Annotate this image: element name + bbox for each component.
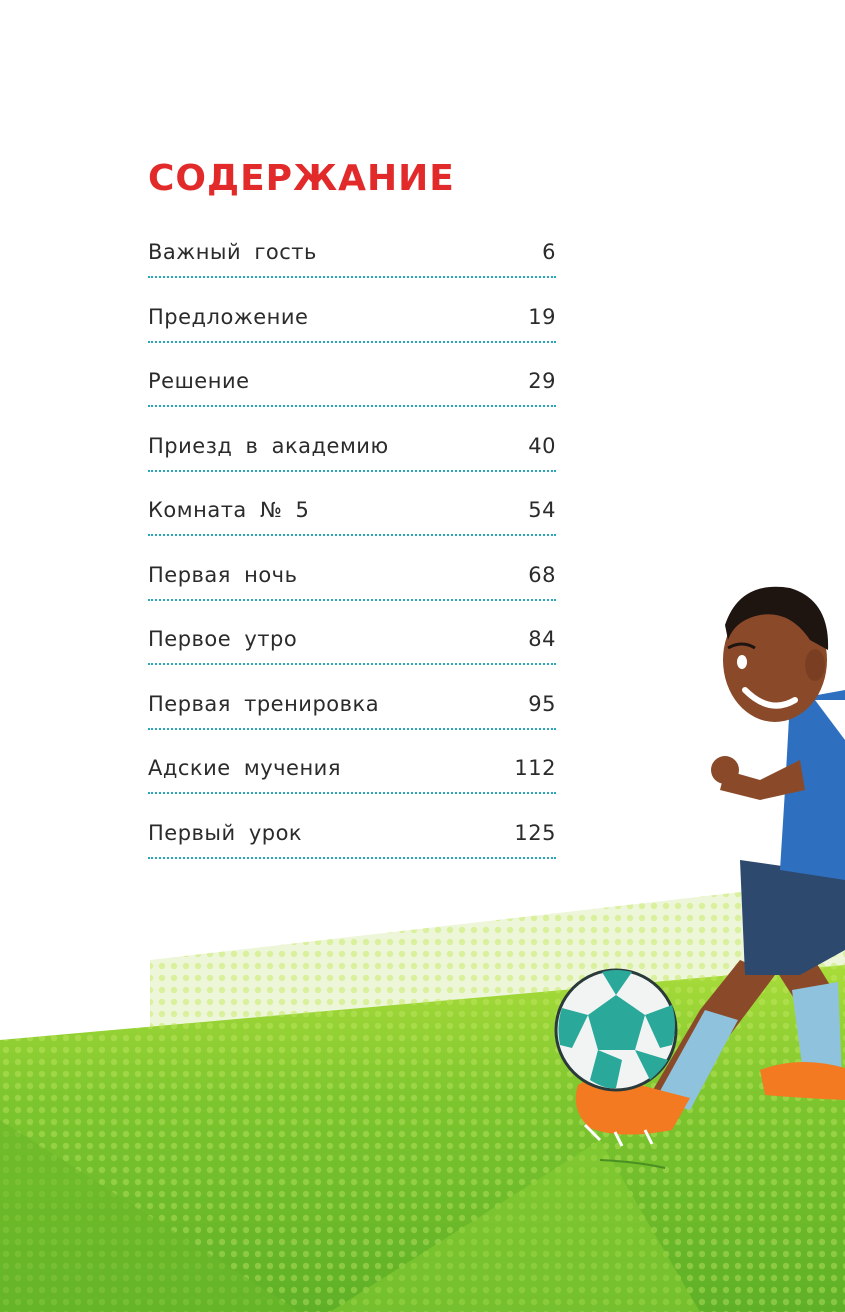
toc-entry[interactable] — [148, 432, 556, 497]
toc-entry-page: 84 — [528, 627, 556, 651]
dotted-leader — [148, 663, 556, 665]
dotted-leader — [148, 857, 556, 859]
toc-entry[interactable] — [148, 754, 556, 819]
toc-entry-title: Важный гость — [148, 240, 317, 264]
toc-entry-title: Предложение — [148, 304, 309, 329]
dotted-leader — [148, 276, 556, 278]
toc-entry[interactable] — [148, 496, 556, 561]
dotted-leader — [148, 405, 556, 407]
toc-entry[interactable] — [148, 367, 556, 432]
toc-entry-page: 29 — [528, 369, 556, 393]
toc-entry-page: 54 — [528, 498, 556, 522]
toc-entry-title: Решение — [148, 369, 250, 393]
toc-entry-page: 112 — [514, 756, 556, 780]
toc-entry[interactable] — [148, 238, 556, 303]
toc-entry-title: Адские мучения — [148, 756, 341, 780]
toc-entry[interactable] — [148, 690, 556, 755]
toc-entry-page: 6 — [542, 240, 556, 264]
toc-entry-page: 40 — [528, 433, 556, 458]
toc-entry-title: Первая ночь — [148, 562, 298, 587]
toc-entry-title: Первое утро — [148, 627, 298, 651]
table-of-contents — [148, 238, 556, 883]
toc-entry-title: Приезд в академию — [148, 433, 389, 458]
toc-entry-page: 68 — [528, 562, 556, 587]
dotted-leader — [148, 534, 556, 536]
toc-entry[interactable] — [148, 819, 556, 884]
grass — [0, 965, 845, 1312]
contents-heading: СОДЕРЖАНИЕ — [148, 158, 455, 199]
soccer-ball — [556, 970, 676, 1090]
dotted-leader — [148, 341, 556, 343]
toc-entry-title: Первый урок — [148, 820, 303, 845]
toc-entry[interactable] — [148, 561, 556, 626]
dotted-leader — [148, 599, 556, 601]
toc-entry-page: 125 — [514, 820, 556, 845]
dotted-leader — [148, 792, 556, 794]
toc-entry[interactable] — [148, 625, 556, 690]
dotted-leader — [148, 470, 556, 472]
toc-entry-title: Комната № 5 — [148, 498, 310, 522]
toc-entry-page: 95 — [528, 691, 556, 716]
dotted-leader — [148, 728, 556, 730]
toc-entry-page: 19 — [528, 304, 556, 329]
toc-entry-title: Первая тренировка — [148, 691, 380, 716]
toc-entry[interactable] — [148, 303, 556, 368]
